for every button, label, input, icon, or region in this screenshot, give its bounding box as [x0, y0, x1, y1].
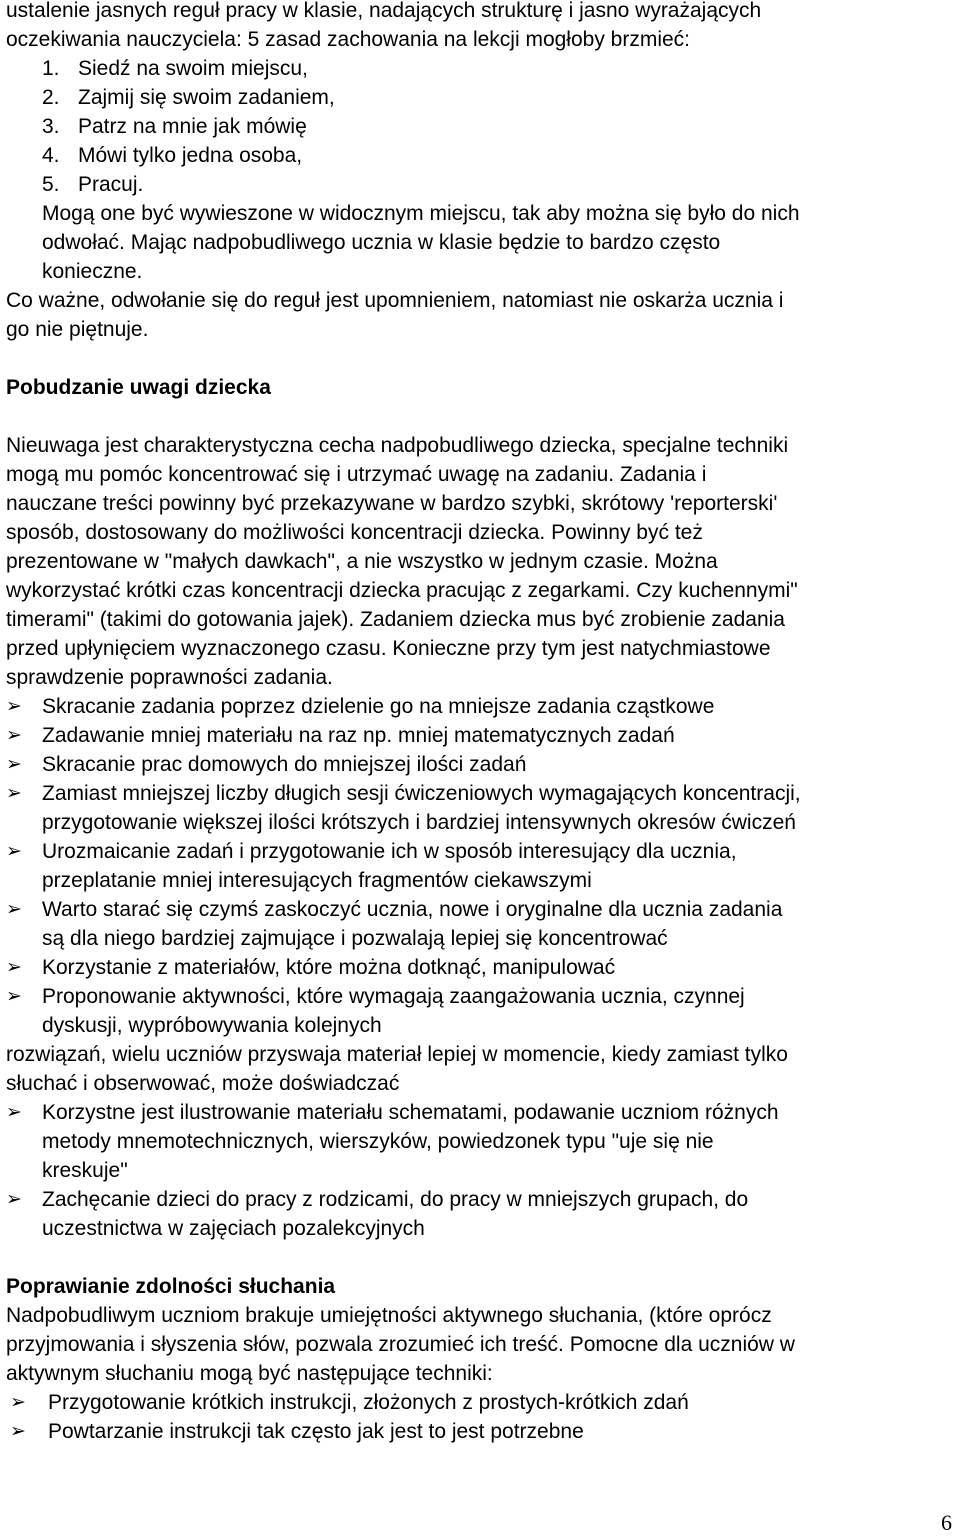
- section-heading: Pobudzanie uwagi dziecka: [6, 376, 271, 399]
- intro-line: ustalenie jasnych reguł pracy w klasie, nadających strukturę i jasno wyrażających: [6, 0, 762, 22]
- paragraph-line: przyjmowania i słyszenia słów, pozwala zrozumieć ich treść. Pomocne dla uczniów w: [6, 1333, 795, 1356]
- paragraph-line: nauczane treści powinny być przekazywane w bardzo szybki, skrótowy 'reporterski': [6, 492, 778, 515]
- bullet-text: Powtarzanie instrukcji tak często jak jest to jest potrzebne: [48, 1420, 584, 1443]
- bullet-text: dyskusji, wypróbowywania kolejnych: [42, 1014, 382, 1037]
- rule-text: Zajmij się swoim zadaniem,: [78, 86, 335, 109]
- rule-number: 3.: [42, 115, 60, 138]
- paragraph-line: przed upłynięciem wyznaczonego czasu. Konieczne przy tym jest natychmiastowe: [6, 637, 771, 660]
- bullet-text: Przygotowanie krótkich instrukcji, złożonych z prostych-krótkich zdań: [48, 1391, 689, 1414]
- bullet-text: przeplatanie mniej interesujących fragmentów ciekawszymi: [42, 869, 592, 892]
- bullet-arrow-icon: ➢: [10, 1421, 26, 1442]
- rule-text: Mówi tylko jedna osoba,: [78, 144, 303, 167]
- paragraph-line: aktywnym słuchaniu mogą być następujące techniki:: [6, 1362, 493, 1385]
- rule-number: 4.: [42, 144, 60, 167]
- rule-text: Siedź na swoim miejscu,: [78, 57, 308, 80]
- paragraph-line: sposób, dostosowany do możliwości koncentracji dziecka. Powinny być też: [6, 521, 703, 544]
- bullet-text: Skracanie prac domowych do mniejszej ilości zadań: [42, 753, 527, 776]
- rules-note-line: Mogą one być wywieszone w widocznym miejscu, tak aby można się było do nich: [42, 202, 800, 225]
- bullet-text: Urozmaicanie zadań i przygotowanie ich w sposób interesujący dla ucznia,: [42, 840, 737, 863]
- section-heading: Poprawianie zdolności słuchania: [6, 1275, 336, 1298]
- bullet-arrow-icon: ➢: [6, 1189, 22, 1210]
- paragraph-line: rozwiązań, wielu uczniów przyswaja materiał lepiej w momencie, kiedy zamiast tylko: [6, 1043, 788, 1066]
- bullet-text: Zachęcanie dzieci do pracy z rodzicami, do pracy w mniejszych grupach, do: [42, 1188, 749, 1211]
- bullet-text: Korzystne jest ilustrowanie materiału schematami, podawanie uczniom różnych: [42, 1101, 779, 1124]
- rule-number: 5.: [42, 173, 60, 196]
- page-number: 6: [941, 1510, 952, 1535]
- bullet-text: Zamiast mniejszej liczby długich sesji ćwiczeniowych wymagających koncentracji,: [42, 782, 801, 805]
- bullet-text: uczestnictwa w zajęciach pozalekcyjnych: [42, 1217, 425, 1240]
- rule-number: 2.: [42, 86, 60, 109]
- bullet-arrow-icon: ➢: [6, 725, 22, 746]
- bullet-arrow-icon: ➢: [10, 1392, 26, 1413]
- bullet-arrow-icon: ➢: [6, 986, 22, 1007]
- bullet-arrow-icon: ➢: [6, 841, 22, 862]
- intro-line: oczekiwania nauczyciela: 5 zasad zachowania na lekcji mogłoby brzmieć:: [6, 28, 691, 51]
- bullet-arrow-icon: ➢: [6, 754, 22, 775]
- bullet-text: przygotowanie większej ilości krótszych i bardziej intensywnych okresów ćwiczeń: [42, 811, 796, 834]
- paragraph-line: timerami" (takimi do gotowania jajek). Zadaniem dziecka mus być zrobienie zadania: [6, 608, 785, 631]
- bullet-text: Skracanie zadania poprzez dzielenie go na mniejsze zadania cząstkowe: [42, 695, 715, 718]
- rule-text: Pracuj.: [78, 173, 144, 196]
- paragraph-line: mogą mu pomóc koncentrować się i utrzymać uwagę na zadaniu. Zadania i: [6, 463, 707, 486]
- rules-conclusion-line: Co ważne, odwołanie się do reguł jest upomnieniem, natomiast nie oskarża ucznia i: [6, 289, 784, 312]
- paragraph-line: wykorzystać krótki czas koncentracji dziecka pracując z zegarkami. Czy kuchennymi": [6, 579, 798, 602]
- bullet-text: Proponowanie aktywności, które wymagają zaangażowania ucznia, czynnej: [42, 985, 745, 1008]
- paragraph-line: Nadpobudliwym uczniom brakuje umiejętności aktywnego słuchania, (które oprócz: [6, 1304, 772, 1327]
- paragraph-line: słuchać i obserwować, może doświadczać: [6, 1072, 400, 1095]
- paragraph-line: sprawdzenie poprawności zadania.: [6, 666, 333, 689]
- bullet-text: kreskuje": [42, 1159, 128, 1182]
- bullet-arrow-icon: ➢: [6, 783, 22, 804]
- bullet-text: są dla niego bardziej zajmujące i pozwalają lepiej się koncentrować: [42, 927, 668, 950]
- bullet-arrow-icon: ➢: [6, 696, 22, 717]
- rule-number: 1.: [42, 57, 60, 80]
- rules-note-line: konieczne.: [42, 260, 143, 283]
- rule-text: Patrz na mnie jak mówię: [78, 115, 307, 138]
- bullet-arrow-icon: ➢: [6, 957, 22, 978]
- bullet-text: Korzystanie z materiałów, które można dotknąć, manipulować: [42, 956, 616, 979]
- bullet-text: metody mnemotechnicznych, wierszyków, powiedzonek typu "uje się nie: [42, 1130, 714, 1153]
- paragraph-line: Nieuwaga jest charakterystyczna cecha nadpobudliwego dziecka, specjalne techniki: [6, 434, 789, 457]
- paragraph-line: prezentowane w "małych dawkach", a nie wszystko w jednym czasie. Można: [6, 550, 718, 573]
- bullet-text: Zadawanie mniej materiału na raz np. mniej matematycznych zadań: [42, 724, 675, 747]
- bullet-text: Warto starać się czymś zaskoczyć ucznia, nowe i oryginalne dla ucznia zadania: [42, 898, 783, 921]
- bullet-arrow-icon: ➢: [6, 899, 22, 920]
- rules-conclusion-line: go nie piętnuje.: [6, 318, 149, 341]
- bullet-arrow-icon: ➢: [6, 1102, 22, 1123]
- rules-note-line: odwołać. Mając nadpobudliwego ucznia w klasie będzie to bardzo często: [42, 231, 721, 254]
